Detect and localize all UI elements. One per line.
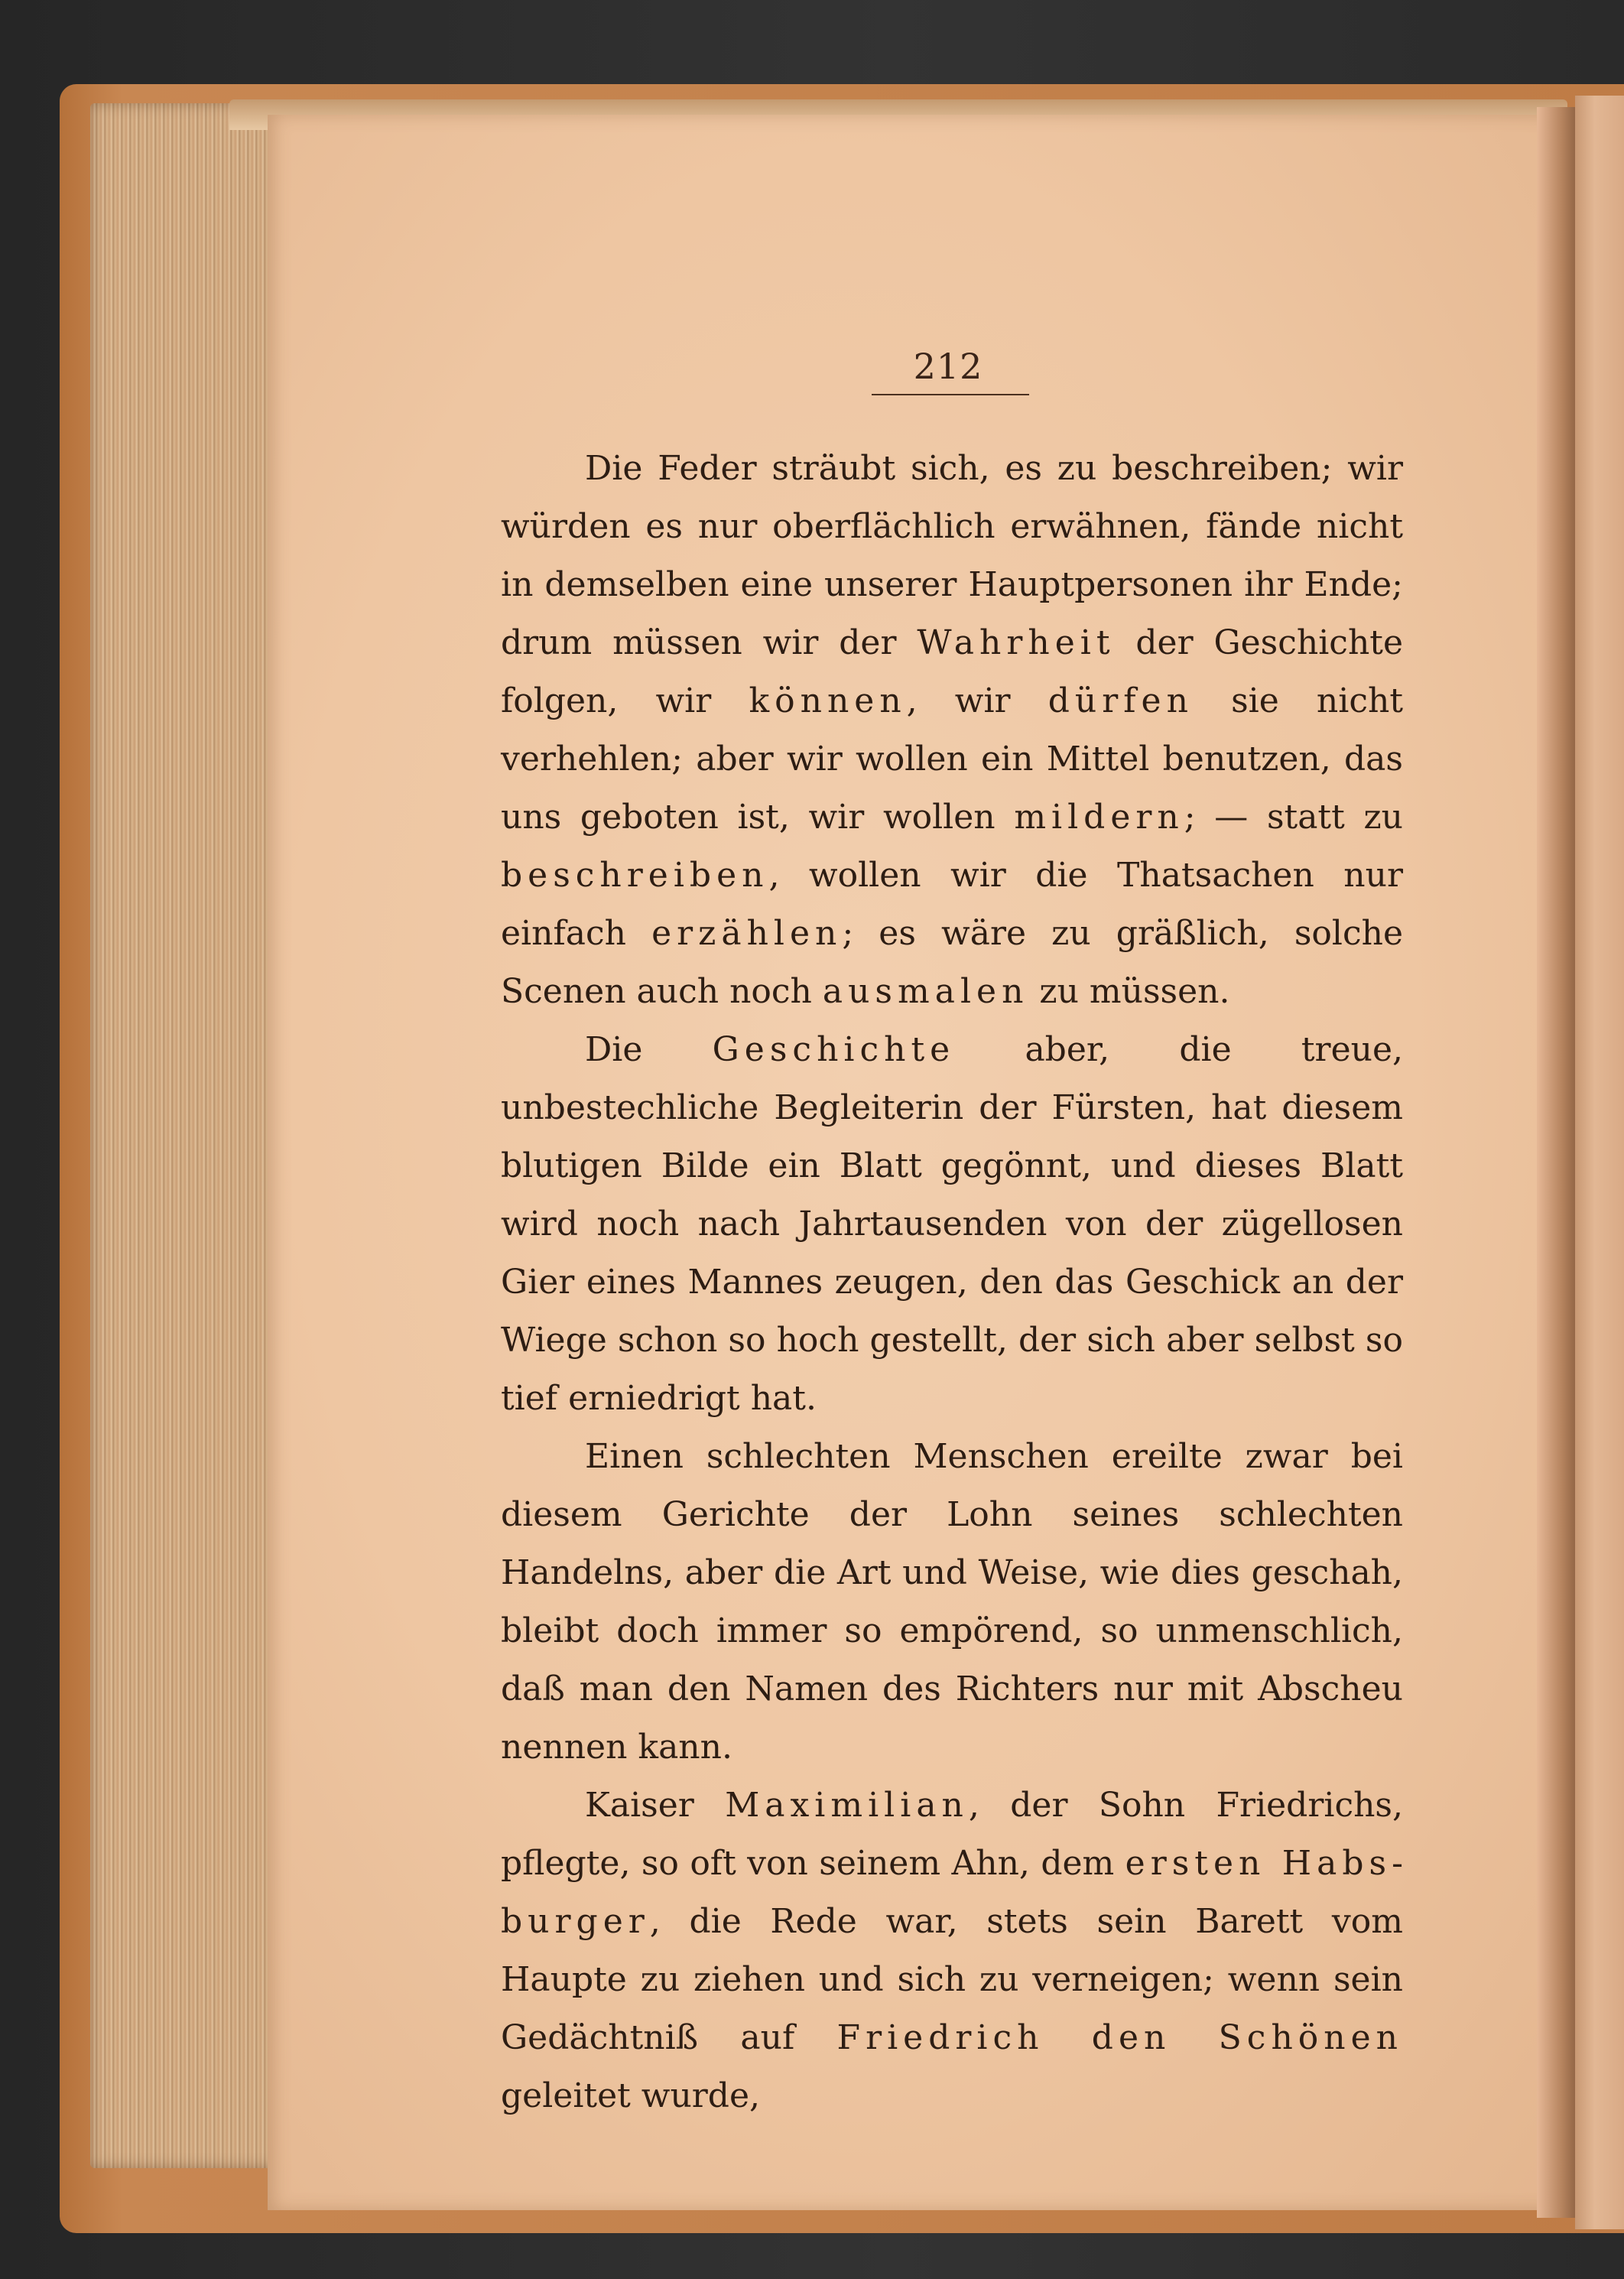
- emphasized-text: Geschichte: [712, 1030, 956, 1069]
- text-run: Kaiser: [585, 1786, 726, 1825]
- emphasized-text: mildern: [1014, 798, 1184, 837]
- emphasized-text: dürfen: [1047, 681, 1194, 720]
- emphasized-text: erzählen: [651, 914, 843, 953]
- text-run: Die: [585, 1030, 713, 1069]
- page-number: 212: [913, 346, 983, 387]
- emphasized-text: Friedrich den Schönen: [836, 2018, 1403, 2057]
- emphasized-text: ersten Habsburger: [501, 1844, 1403, 1941]
- paragraph: [501, 1777, 1403, 2125]
- text-run: , wollen wir die Thatsachen nur einfach: [501, 856, 1403, 953]
- emphasized-text: können: [749, 681, 907, 720]
- body-text: [501, 440, 1403, 2125]
- paragraph: [501, 1428, 1403, 1777]
- text-run: sie nicht verhehlen; aber wir wollen ein Mittel benutzen, das uns geboten ist, wir wollen: [501, 681, 1403, 837]
- text-run: Einen schlechten Menschen ereilte zwar bei diesem Gerichte der Lohn seines schlechten Handelns, aber die Art und Weise, wie dies geschah, bleibt doch immer so empörend, so unmenschlich, daß man den Namen des Richters nur mit Abscheu nennen kann.: [501, 1437, 1403, 1767]
- text-run: zu müssen.: [1028, 972, 1230, 1011]
- facing-page: [1575, 96, 1624, 2229]
- page-edges: [90, 103, 281, 2168]
- text-run: , wir: [906, 681, 1048, 720]
- text-run: Die Feder sträubt sich, es zu beschreiben; wir würden es nur oberflächlich erwähnen, fände nicht in demselben eine unserer Hauptpersonen ihr Ende; drum müssen wir der: [501, 449, 1403, 662]
- text-run: geleitet wurde,: [501, 2076, 761, 2115]
- text-run: , die Rede war, stets sein Barett vom Haupte zu ziehen und sich zu verneigen; wenn sein Gedächtniß auf: [501, 1902, 1403, 2057]
- book-gutter: [1537, 107, 1579, 2218]
- emphasized-text: Wahrheit: [917, 623, 1116, 662]
- text-run: , der Sohn Friedrichs, pflegte, so oft von seinem Ahn, dem: [501, 1786, 1403, 1883]
- text-run: ; — statt zu: [1184, 798, 1403, 837]
- emphasized-text: Maximilian: [725, 1786, 969, 1825]
- header-rule: [872, 394, 1029, 395]
- text-run: ; es wäre zu gräßlich, solche Scenen auch noch: [501, 914, 1403, 1011]
- paragraph: [501, 1021, 1403, 1428]
- emphasized-text: beschreiben: [501, 856, 769, 895]
- emphasized-text: ausmalen: [822, 972, 1029, 1011]
- text-run: der Geschichte folgen, wir: [501, 623, 1404, 720]
- text-run: aber, die treue, unbestechliche Begleiterin der Fürsten, hat diesem blutigen Bilde ein Blatt gegönnt, und dieses Blatt wird noch nach Jahrtausenden von der zügellosen Gier eines Mannes zeugen, den das Geschick an der Wiege schon so hoch gestellt, der sich aber selbst so tief erniedrigt hat.: [501, 1030, 1403, 1418]
- paragraph: [501, 440, 1403, 1021]
